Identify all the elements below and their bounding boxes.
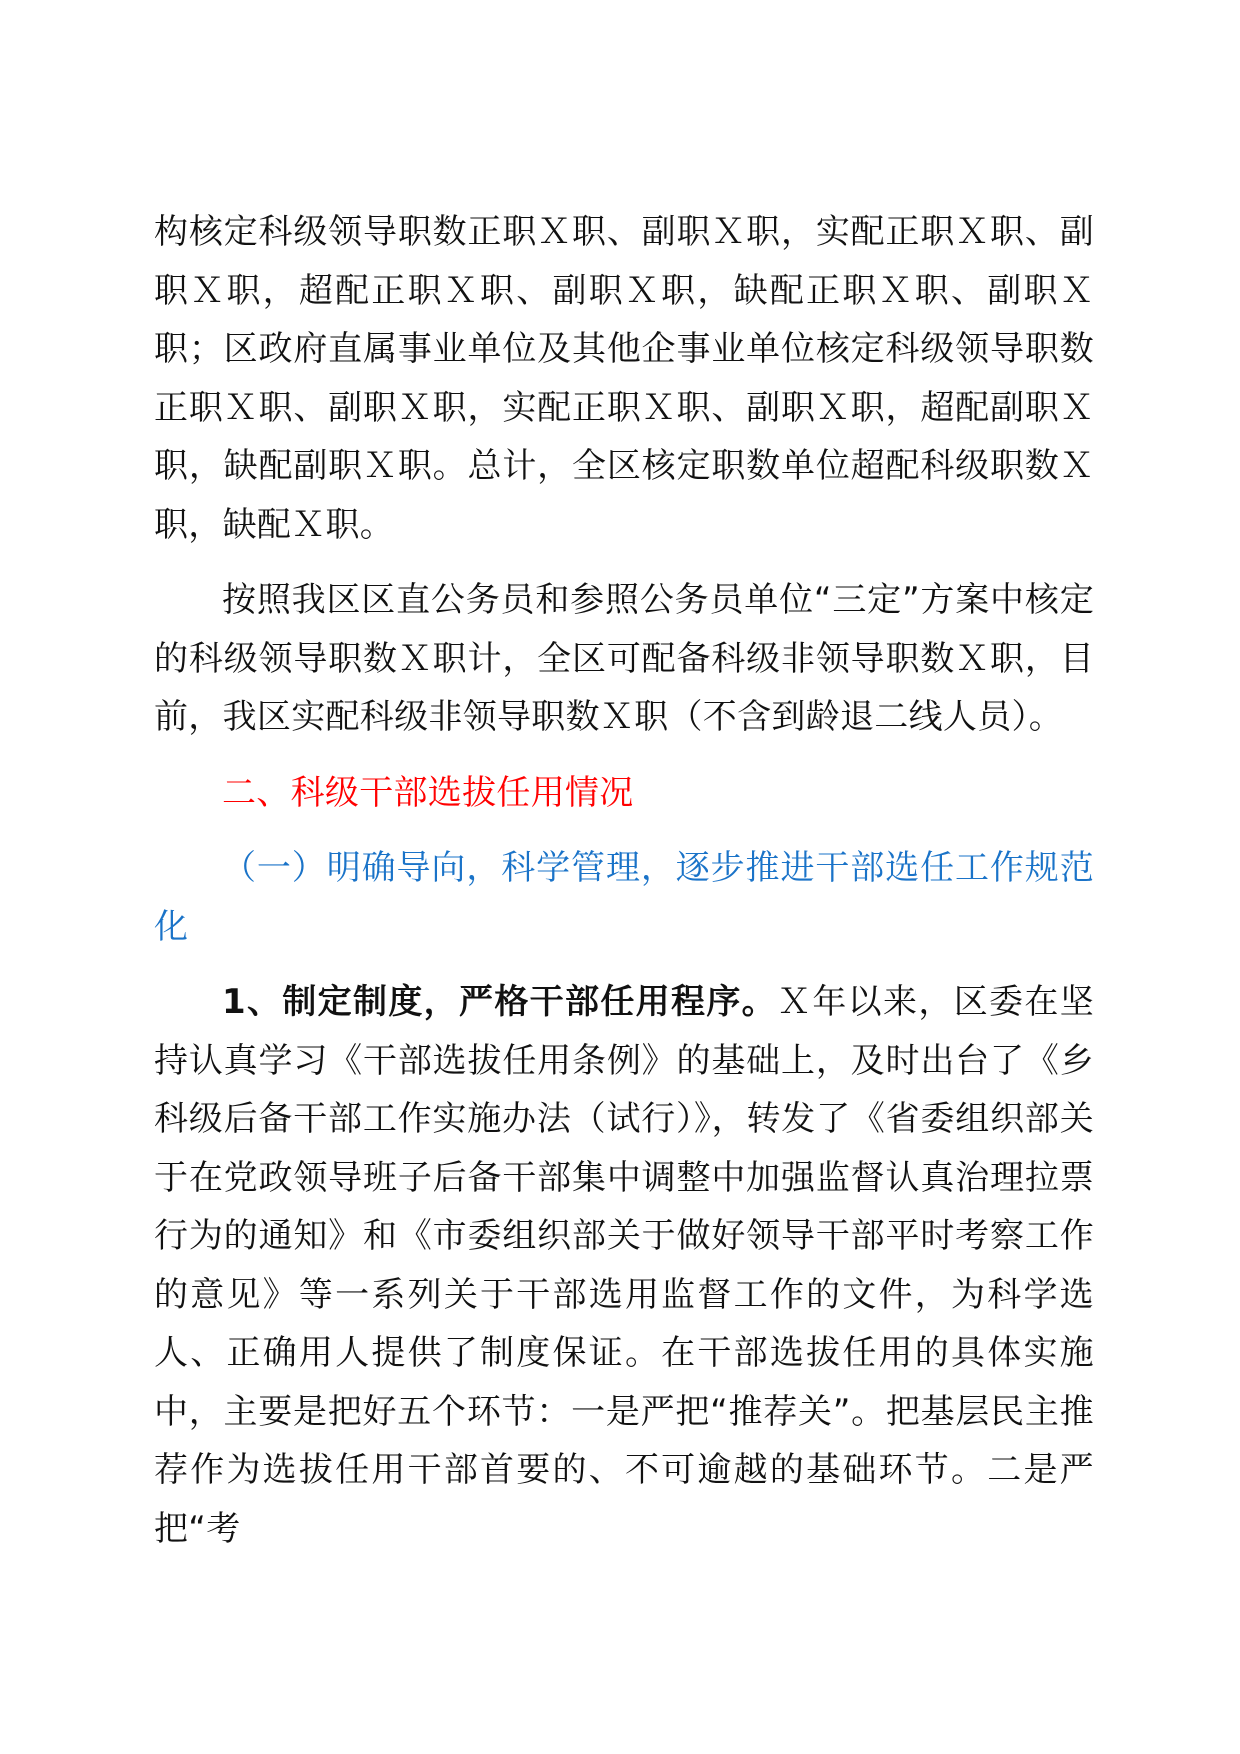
paragraph-non-leadership-positions: 按照我区区直公务员和参照公务员单位“三定”方案中核定的科级领导职数Ｘ职计，全区可配备科级非领导职数Ｘ职，目前，我区实配科级非领导职数Ｘ职（不含到龄退二线人员）。	[154, 580, 1094, 737]
paragraph-item-1	[154, 973, 1094, 1558]
subsection-heading: （一）明确导向，科学管理，逐步推进干部选任工作规范化	[154, 848, 1094, 947]
item-1-text: Ｘ年以来，区委在坚持认真学习《干部选拔任用条例》的基础上，及时出台了《乡科级后备干部工作实施办法（试行）》，转发了《省委组织部关于在党政领导班子后备干部集中调整中加强监督认真治理拉票行为的通知》和《市委组织部关于做好领导干部平时考察工作的意见》等一系列关于干部选用监督工作的文件，为科学选人、正确用人提供了制度保证。在干部选拔任用的具体实施中，主要是把好五个环节：一是严把“推荐关”。把基层民主推荐作为选拔任用干部首要的、不可逾越的基础环节。二是严把“考	[154, 982, 1094, 1549]
section-heading: 二、科级干部选拔任用情况	[222, 772, 634, 813]
paragraph-staffing-counts: 构核定科级领导职数正职Ｘ职、副职Ｘ职，实配正职Ｘ职、副职Ｘ职，超配正职Ｘ职、副职Ｘ职，缺配正职Ｘ职、副职Ｘ职；区政府直属事业单位及其他企事业单位核定科级领导职数正职Ｘ职、副职Ｘ职，实配正职Ｘ职、副职Ｘ职，超配副职Ｘ职，缺配副职Ｘ职。总计，全区核定职数单位超配科级职数Ｘ职，缺配Ｘ职。	[154, 212, 1094, 545]
item-1-bold-lead: 1、制定制度，严格干部任用程序。	[222, 982, 778, 1022]
document-body	[154, 203, 1094, 1558]
